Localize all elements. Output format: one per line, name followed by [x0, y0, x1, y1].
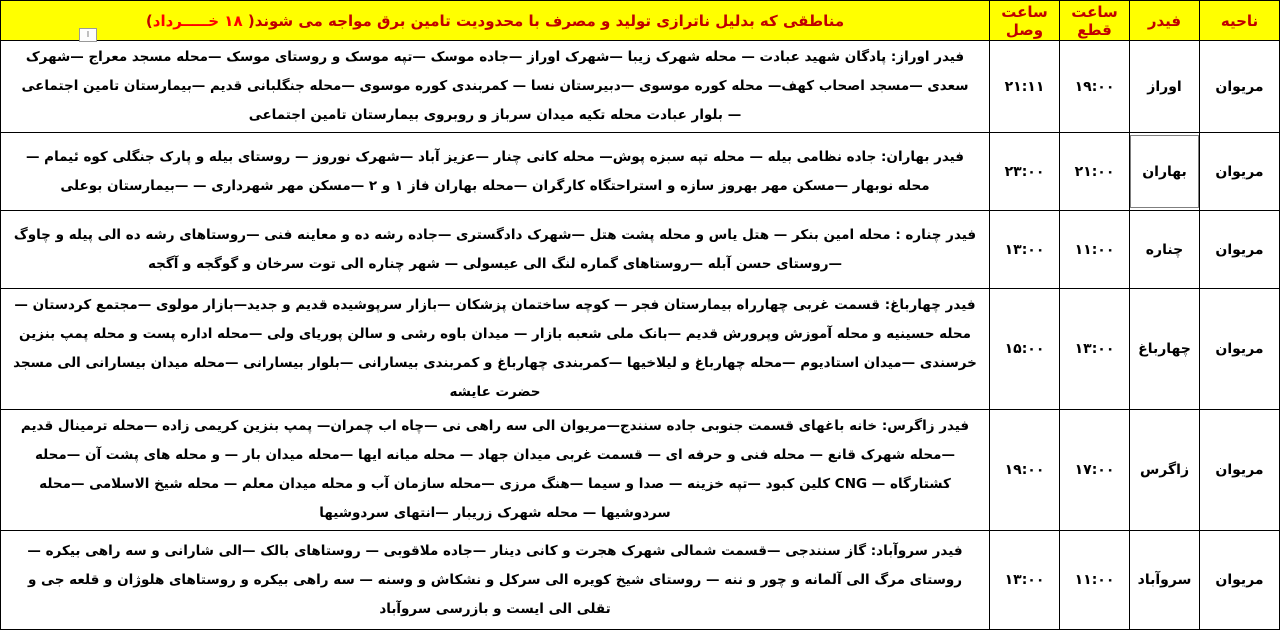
- region-cell[interactable]: مریوان: [1200, 41, 1280, 133]
- cell-marker-icon: ا: [79, 28, 97, 42]
- reconnect-time-cell[interactable]: ۱۳:۰۰: [990, 531, 1060, 630]
- cut-time-cell[interactable]: ۱۱:۰۰: [1060, 531, 1130, 630]
- areas-cell[interactable]: فیدر چناره : محله امین بنکر — هتل یاس و محله پشت هتل —شهرک دادگستری —جاده رشه ده و معاینه فنی —روستاهای رشه ده الی پیله و چاوگ —روستای حسن آبله —روستاهای گماره لنگ الی عیسولی — شهر چناره الی توت سرخان و گوگجه و آگجه: [1, 211, 990, 289]
- cut-time-cell[interactable]: ۱۳:۰۰: [1060, 289, 1130, 410]
- table-row: [1, 289, 1280, 410]
- areas-cell[interactable]: فیدر سروآباد: گاز سنندجی —قسمت شمالی شهرک هجرت و کانی دینار —جاده ملاقوبی — روستاهای بالک —الی شارانی و سه راهی بیکره —روستای مرگ الی آلمانه و چور و ننه — روستای شیخ کویره الی سرکل و نشکاش و وسنه — سه راهی بیکره و روستاهای هلوژان و قلعه جی و تقلی الی ایست و بازرسی سروآباد: [1, 531, 990, 630]
- reconnect-time-cell[interactable]: ۲۱:۱۱: [990, 41, 1060, 133]
- areas-cell[interactable]: فیدر بهاران: جاده نظامی بیله — محله تپه سبزه پوش— محله کانی چنار —عزیز آباد —شهرک نوروز — روستای بیله و پارک جنگلی کوه ئیمام —محله نوبهار —مسکن مهر بهروز سازه و استراحتگاه کارگران —محله بهاران فاز ۱ و ۲ —مسکن مهر شهرداری — —بیمارستان بوعلی: [1, 133, 990, 211]
- header-row: [1, 1, 1280, 41]
- header-areas-title[interactable]: [1, 1, 990, 41]
- feeder-cell[interactable]: چناره: [1130, 211, 1200, 289]
- table-row: [1, 41, 1280, 133]
- table-row: [1, 211, 1280, 289]
- region-cell[interactable]: مریوان: [1200, 211, 1280, 289]
- cut-time-cell[interactable]: ۱۱:۰۰: [1060, 211, 1130, 289]
- region-cell[interactable]: مریوان: [1200, 289, 1280, 410]
- areas-title-date: ۱۸ خـــــرداد: [152, 11, 248, 30]
- areas-title-close: ): [145, 11, 153, 30]
- header-cut-time[interactable]: ساعت قطع: [1060, 1, 1130, 41]
- table-row: [1, 531, 1280, 630]
- areas-cell[interactable]: فیدر زاگرس: خانه باغهای قسمت جنوبی جاده سنندج—مریوان الی سه راهی نی —چاه اب چمران— پمپ بنزین کریمی زاده —محله ترمینال قدیم —محله شهرک قانع — محله فنی و حرفه ای — قسمت غربی میدان جهاد — محله میانه ایها —محله میدان بار — و محله های پشت آن —محله کشتارگاه — CNG کلین کبود —تپه خزینه — صدا و سیما —هنگ مرزی —محله سازمان آب و محله میدان معلم — محله شیخ الاسلامی —محله سردوشیها — محله شهرک زریبار —انتهای سردوشیها: [1, 410, 990, 531]
- feeder-cell[interactable]: اوراز: [1130, 41, 1200, 133]
- feeder-cell[interactable]: سروآباد: [1130, 531, 1200, 630]
- areas-cell[interactable]: فیدر چهارباغ: قسمت غربی چهارراه بیمارستان فجر — کوچه ساختمان پزشکان —بازار سرپوشیده قدیم و جدید—بازار مولوی —مجتمع کردستان —محله حسینیه و محله آموزش وپرورش قدیم —بانک ملی شعبه بازار — میدان باوه رشی و سالن پوریای ولی —محله اداره پست و محله پمپ بنزین خرسندی —میدان استادیوم —محله چهارباغ و لیلاخیها —کمربندی چهارباغ و کمربندی بیسارانی —بلوار بیسارانی —محله میدان بیسارانی الی مسجد حضرت عایشه: [1, 289, 990, 410]
- feeder-cell[interactable]: چهارباغ: [1130, 289, 1200, 410]
- reconnect-time-cell[interactable]: ۲۳:۰۰: [990, 133, 1060, 211]
- region-cell[interactable]: مریوان: [1200, 133, 1280, 211]
- feeder-cell[interactable]: زاگرس: [1130, 410, 1200, 531]
- areas-cell[interactable]: فیدر اوراز: پادگان شهید عبادت — محله شهرک زیبا —شهرک اوراز —جاده موسک —تپه موسک و روستای موسک —محله مسجد معراج —شهرک سعدی —مسجد اصحاب کهف— محله کوره موسوی —دبیرستان نسا — کمربندی کوره موسوی —محله جنگلبانی قدیم —بیمارستان تامین اجتماعی — بلوار عبادت محله تکیه میدان سرباز و روبروی بیمارستان تامین اجتماعی: [1, 41, 990, 133]
- feeder-cell-selected[interactable]: بهاران: [1130, 133, 1200, 211]
- header-reconnect-time[interactable]: ساعت وصل: [990, 1, 1060, 41]
- reconnect-time-cell[interactable]: ۱۳:۰۰: [990, 211, 1060, 289]
- region-cell[interactable]: مریوان: [1200, 531, 1280, 630]
- cut-time-cell[interactable]: ۱۷:۰۰: [1060, 410, 1130, 531]
- reconnect-time-cell[interactable]: ۱۹:۰۰: [990, 410, 1060, 531]
- header-region[interactable]: ناحیه: [1200, 1, 1280, 41]
- reconnect-time-cell[interactable]: ۱۵:۰۰: [990, 289, 1060, 410]
- region-cell[interactable]: مریوان: [1200, 410, 1280, 531]
- table-row: [1, 410, 1280, 531]
- cut-time-cell[interactable]: ۱۹:۰۰: [1060, 41, 1130, 133]
- cut-time-cell[interactable]: ۲۱:۰۰: [1060, 133, 1130, 211]
- header-feeder[interactable]: فیدر: [1130, 1, 1200, 41]
- areas-title-main: مناطقی که بدلیل ناترازی تولید و مصرف با محدودیت تامین برق مواجه می شوند(: [247, 11, 845, 30]
- table-row: [1, 133, 1280, 211]
